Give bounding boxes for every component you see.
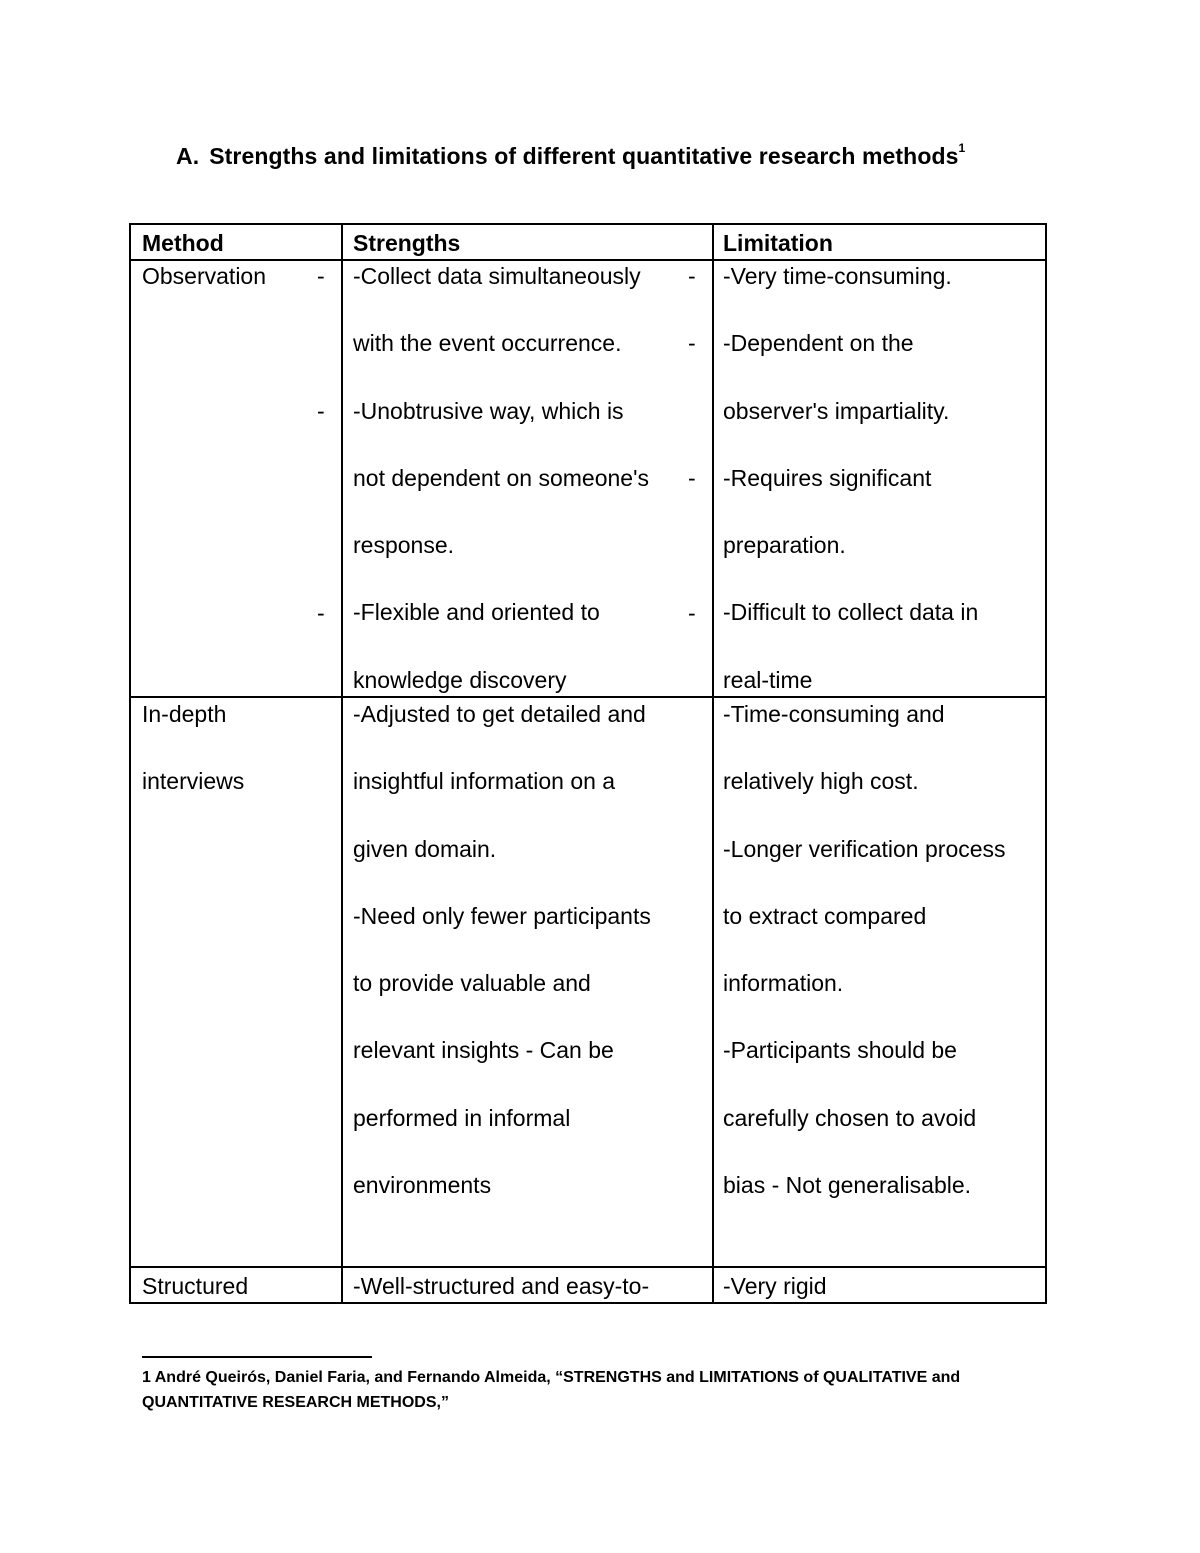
cell-line: -Time-consuming and xyxy=(723,701,945,727)
section-number: A. xyxy=(176,143,200,169)
cell-line: interviews xyxy=(142,768,245,795)
limitation-cell-observation xyxy=(723,243,978,714)
cell-line: preparation. xyxy=(723,532,846,559)
cell-line: -Longer verification process xyxy=(723,835,1006,862)
cell-line: -Flexible and oriented to xyxy=(353,599,600,626)
cell-line: -Collect data simultaneously xyxy=(353,263,641,289)
strengths-cell-observation xyxy=(353,243,649,714)
bullet-dash: - xyxy=(688,599,696,626)
method-cell-interviews xyxy=(142,681,244,816)
cell-line: -Very time-consuming. xyxy=(723,263,952,289)
limitation-cell-structured: -Very rigid xyxy=(723,1273,827,1299)
cell-line: -Participants should be xyxy=(723,1037,957,1064)
cell-line: carefully chosen to avoid xyxy=(723,1104,977,1131)
header-limitation: Limitation xyxy=(723,230,833,256)
footnote-separator xyxy=(142,1356,372,1358)
cell-line: relatively high cost. xyxy=(723,768,919,795)
cell-line: to provide valuable and xyxy=(353,970,591,997)
strengths-cell-interviews xyxy=(353,681,651,1219)
section-heading xyxy=(176,143,965,170)
strengths-cell-structured: -Well-structured and easy-to- xyxy=(353,1273,650,1299)
footnote xyxy=(142,1365,1042,1415)
cell-line: observer's impartiality. xyxy=(723,397,950,424)
cell-line: -Adjusted to get detailed and xyxy=(353,701,646,727)
header-strengths: Strengths xyxy=(353,230,461,256)
bullet-dash: - xyxy=(688,263,696,289)
cell-line: -Difficult to collect data in xyxy=(723,599,979,626)
cell-line: insightful information on a xyxy=(353,768,616,795)
bullet-dash: - xyxy=(317,263,325,289)
method-cell-observation xyxy=(142,243,266,310)
cell-line: performed in informal xyxy=(353,1104,571,1131)
cell-line: real-time xyxy=(723,666,813,693)
cell-line: knowledge discovery xyxy=(353,666,567,693)
cell-line: -Need only fewer participants xyxy=(353,902,651,929)
column-divider xyxy=(341,225,343,1302)
cell-line: to extract compared xyxy=(723,902,927,929)
cell-line: response. xyxy=(353,532,455,559)
cell-line: not dependent on someone's xyxy=(353,464,649,491)
cell-line: environments xyxy=(353,1172,492,1199)
method-cell-structured: Structured xyxy=(142,1273,249,1299)
footnote-reference: 1 xyxy=(958,141,966,155)
header-method: Method xyxy=(142,230,224,256)
methods-table xyxy=(129,223,1047,1304)
bullet-dash: - xyxy=(688,330,696,357)
bullet-dash: - xyxy=(317,599,325,626)
cell-line: In-depth xyxy=(142,701,227,727)
cell-line: with the event occurrence. xyxy=(353,330,622,357)
cell-line: -Dependent on the xyxy=(723,330,914,357)
section-title: Strengths and limitations of different quantitative research methods xyxy=(209,143,959,169)
cell-line: bias - Not generalisable. xyxy=(723,1172,972,1199)
bullet-dash: - xyxy=(688,464,696,491)
cell-line: Observation xyxy=(142,263,267,289)
cell-line: relevant insights - Can be xyxy=(353,1037,614,1064)
cell-line: information. xyxy=(723,970,844,997)
footnote-line: 1 André Queirós, Daniel Faria, and Fernando Almeida, “STRENGTHS and LIMITATIONS of QUALITATIVE and xyxy=(142,1369,961,1386)
cell-line: -Unobtrusive way, which is xyxy=(353,397,624,424)
footnote-line: QUANTITATIVE RESEARCH METHODS,” xyxy=(142,1394,449,1411)
limitation-cell-interviews xyxy=(723,681,1006,1219)
cell-line: -Requires significant xyxy=(723,464,932,491)
column-divider xyxy=(712,225,714,1302)
cell-line: given domain. xyxy=(353,835,497,862)
bullet-dash: - xyxy=(317,397,325,424)
row-divider xyxy=(131,1266,1045,1268)
